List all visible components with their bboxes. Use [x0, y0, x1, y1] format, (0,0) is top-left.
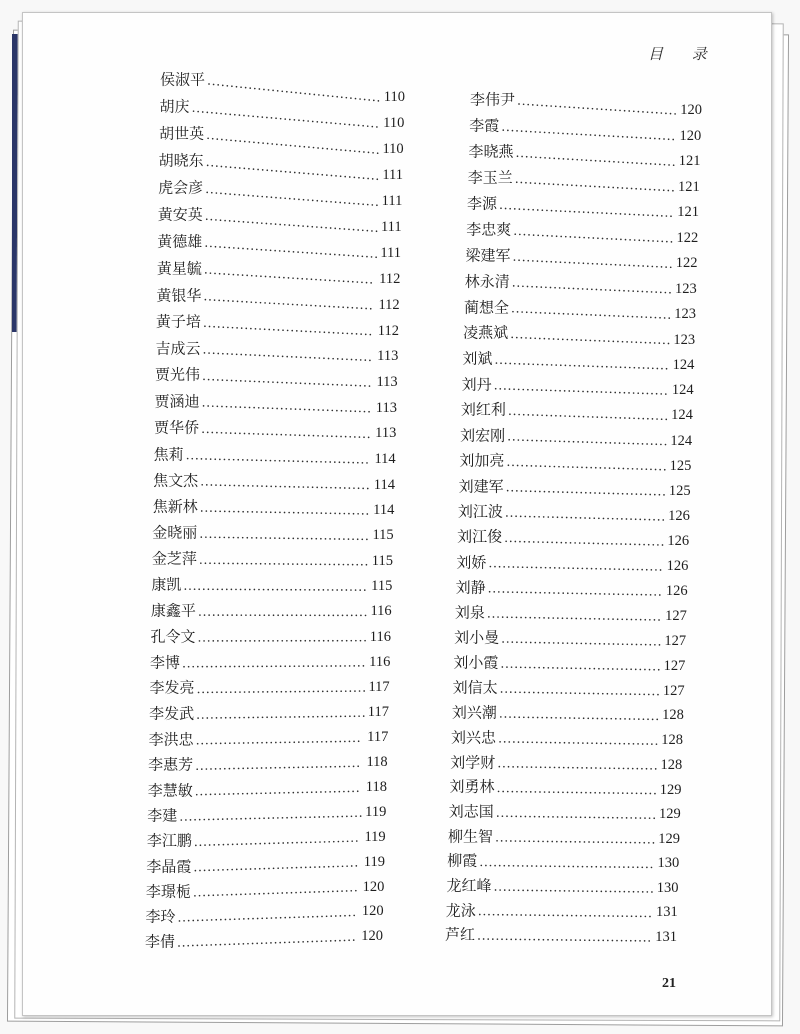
toc-entry-page: 111	[380, 219, 402, 236]
toc-entry-page: 113	[377, 348, 399, 365]
toc-entry-name: 刘勇林	[449, 777, 495, 796]
toc-entry-page: 113	[375, 425, 397, 442]
toc-entry-page: 112	[377, 322, 399, 339]
toc-entry-page: 115	[372, 527, 394, 544]
leader-dots	[206, 273, 375, 283]
toc-entry-name: 刘丹	[461, 375, 492, 394]
toc-entry-name: 李伟尹	[470, 90, 516, 109]
leader-dots	[197, 766, 362, 769]
toc-entry-name: 龙泳	[445, 901, 476, 919]
leader-dots	[507, 516, 664, 520]
toc-entry-name: 贾涵迪	[154, 392, 200, 411]
toc-entry-page: 125	[668, 482, 691, 499]
toc-entry-name: 蔺想全	[463, 298, 509, 317]
leader-dots	[184, 666, 365, 667]
toc-entry-name: 李发亮	[149, 678, 195, 697]
toc-entry-name: 虎会彦	[158, 178, 204, 197]
leader-dots	[502, 667, 659, 670]
leader-dots	[202, 485, 370, 489]
leader-dots	[490, 567, 662, 571]
toc-entry-name: 金晓丽	[152, 523, 198, 542]
leader-dots	[188, 459, 371, 463]
toc-entry-name: 刘静	[455, 578, 486, 597]
leader-dots	[509, 440, 666, 445]
leader-dots	[203, 432, 371, 437]
leader-dots	[208, 165, 379, 179]
toc-entry-page: 124	[671, 407, 693, 424]
leader-dots	[181, 816, 361, 820]
toc-entry-page: 113	[375, 399, 397, 416]
toc-entry-page: 129	[659, 806, 681, 822]
toc-entry-page: 127	[665, 607, 687, 624]
toc-entry-page: 126	[668, 507, 690, 524]
toc-entry-page: 127	[663, 657, 686, 674]
leader-dots	[198, 741, 363, 744]
toc-entry-name: 李建	[147, 806, 178, 825]
toc-entry-name: 刘兴忠	[451, 728, 497, 747]
toc-entry-page: 111	[382, 167, 403, 184]
toc-entry-name: 黄银华	[156, 286, 202, 305]
toc-entry-page: 122	[676, 229, 699, 246]
toc-entry-name: 焦莉	[153, 445, 184, 464]
leader-dots	[195, 866, 359, 871]
toc-entry-name: 贾光伟	[155, 365, 201, 384]
toc-entry-name: 刘红利	[460, 400, 506, 419]
leader-dots	[197, 791, 362, 795]
toc-entry-name: 胡庆	[159, 97, 190, 116]
toc-entry-page: 119	[363, 853, 385, 870]
leader-dots	[510, 414, 667, 419]
toc-entry-page: 121	[677, 204, 699, 221]
toc-entry-page: 131	[655, 928, 677, 945]
leader-dots	[506, 541, 663, 545]
toc-entry-name: 李慧敏	[147, 781, 193, 800]
toc-entry-page: 129	[658, 830, 681, 847]
toc-entry-name: 李洪忠	[148, 730, 194, 749]
toc-entry-name: 刘志国	[448, 802, 494, 821]
leader-dots	[205, 326, 374, 334]
leader-dots	[496, 389, 668, 394]
leader-dots	[204, 353, 373, 361]
leader-dots	[201, 563, 368, 565]
toc-entry-page: 120	[361, 927, 383, 944]
leader-dots	[207, 192, 377, 205]
toc-entry-page: 123	[673, 331, 696, 348]
toc-entry-name: 李璟栀	[145, 882, 191, 901]
leader-dots	[503, 642, 660, 645]
toc-entry-page: 120	[679, 127, 702, 144]
toc-entry-name: 黄子培	[155, 312, 201, 331]
toc-entry-name: 康凯	[151, 575, 182, 594]
toc-entry-name: 胡世英	[159, 124, 205, 143]
toc-entry-page: 128	[661, 731, 684, 748]
leader-dots	[503, 130, 675, 140]
toc-entry-name: 梁建军	[465, 246, 511, 265]
leader-dots	[499, 767, 656, 769]
leader-dots	[185, 589, 367, 590]
toc-entry-name: 孔令文	[150, 627, 196, 646]
leader-dots	[500, 742, 657, 744]
leader-dots	[209, 84, 380, 101]
leader-dots	[208, 138, 378, 153]
toc-entry-page: 127	[662, 682, 685, 699]
leader-dots	[513, 312, 670, 318]
toc-entry-page: 112	[379, 270, 401, 287]
toc-entry-page: 111	[381, 193, 403, 210]
toc-entry-name: 吉成云	[155, 339, 201, 358]
toc-entry-name: 刘江俊	[457, 527, 503, 546]
toc-entry-name: 林永清	[464, 272, 510, 291]
toc-entry-page: 128	[660, 756, 683, 773]
toc-entry-page: 114	[374, 450, 396, 467]
leader-dots	[206, 246, 376, 257]
toc-entry-name: 芦红	[445, 925, 476, 944]
toc-entry-page: 126	[666, 557, 689, 574]
toc-entry-page: 111	[380, 244, 401, 261]
toc-entry-page: 126	[667, 532, 690, 549]
leader-dots	[204, 379, 372, 386]
toc-entry-name: 刘娇	[456, 553, 487, 572]
toc-entry-name: 刘加亮	[459, 451, 505, 470]
leader-dots	[194, 111, 380, 127]
toc-entry-page: 124	[670, 432, 693, 449]
toc-entry-page: 123	[674, 280, 697, 297]
toc-entry-page: 121	[677, 178, 700, 195]
leader-dots	[199, 691, 365, 692]
toc-entry-page: 113	[376, 373, 398, 390]
toc-entry-page: 115	[371, 552, 393, 569]
toc-entry-name: 龙红峰	[446, 876, 492, 895]
leader-dots	[496, 890, 653, 892]
toc-entry-page: 129	[659, 781, 682, 798]
leader-dots	[508, 465, 665, 470]
toc-entry-name: 刘学财	[450, 753, 496, 772]
toc-entry-name: 李晓燕	[468, 142, 514, 161]
toc-entry-page: 130	[657, 855, 680, 872]
toc-entry-name: 焦新林	[152, 497, 198, 516]
leader-dots	[179, 940, 357, 946]
toc-entry-name: 李倩	[145, 932, 176, 951]
leader-dots	[479, 939, 651, 941]
leader-dots	[518, 156, 675, 165]
toc-entry-page: 128	[662, 707, 684, 724]
leader-dots	[205, 300, 374, 309]
leader-dots	[490, 592, 662, 595]
toc-entry-name: 黄安英	[157, 205, 203, 224]
leader-dots	[497, 841, 654, 843]
toc-entry-name: 黄德雄	[157, 232, 203, 251]
leader-dots	[514, 286, 671, 293]
toc-entry-page: 110	[383, 88, 405, 105]
leader-dots	[514, 260, 671, 267]
toc-entry-name: 李博	[150, 653, 181, 672]
toc-entry-name: 贾华侨	[154, 418, 200, 437]
toc-entry-name: 李忠爽	[466, 220, 512, 239]
leader-dots	[512, 337, 669, 343]
leader-dots	[501, 717, 658, 719]
leader-dots	[515, 234, 672, 242]
toc-entry-page: 116	[369, 653, 391, 670]
toc-entry-page: 114	[373, 476, 395, 493]
toc-entry-page: 119	[364, 828, 386, 845]
toc-entry-page: 124	[672, 356, 695, 373]
toc-entry-name: 刘宏刚	[460, 426, 506, 445]
toc-entry-page: 116	[369, 628, 391, 645]
toc-entry-name: 李惠芳	[148, 755, 194, 774]
toc-entry-name: 刘建军	[458, 477, 504, 496]
toc-entry-page: 131	[656, 904, 678, 921]
toc-entry-name: 李霞	[469, 116, 500, 135]
toc-entry-name: 金芝萍	[151, 549, 197, 568]
toc-entry-name: 刘兴潮	[451, 703, 497, 722]
toc-entry-page: 126	[665, 582, 688, 599]
toc-entry-name: 刘江波	[457, 502, 503, 521]
leader-dots	[499, 791, 656, 793]
toc-entry-page: 117	[368, 678, 390, 695]
toc-entry-page: 115	[371, 577, 393, 594]
leader-dots	[207, 219, 377, 231]
toc-entry-page: 119	[365, 803, 387, 820]
leader-dots	[498, 816, 655, 818]
toc-entry-name: 胡晓东	[158, 151, 204, 170]
running-header: 目 录	[648, 45, 719, 63]
toc-entry-name: 刘小霞	[453, 653, 499, 672]
leader-dots	[501, 208, 673, 216]
toc-entry-name: 李发武	[149, 704, 195, 723]
toc-entry-page: 117	[367, 728, 389, 745]
toc-entry-name: 李江鹏	[146, 831, 192, 850]
leader-dots	[517, 182, 674, 191]
toc-entry-name: 柳生智	[448, 827, 494, 846]
toc-entry-page: 122	[675, 255, 698, 272]
toc-entry-page: 118	[366, 753, 388, 770]
toc-entry-page: 117	[367, 703, 389, 720]
toc-entry-name: 李源	[466, 194, 497, 213]
toc-entry-page: 130	[656, 879, 679, 896]
toc-entry-name: 李玲	[145, 907, 176, 926]
toc-entry-name: 黄星毓	[156, 259, 202, 278]
toc-entry-page: 121	[678, 153, 701, 170]
page-number: 21	[662, 976, 676, 991]
toc-entry-page: 123	[674, 305, 696, 322]
leader-dots	[202, 511, 369, 514]
toc-entry-page: 124	[671, 381, 694, 398]
leader-dots	[198, 716, 364, 718]
leader-dots	[489, 617, 661, 620]
leader-dots	[179, 915, 357, 921]
toc-entry-page: 118	[365, 778, 387, 795]
toc-entry-page: 127	[664, 632, 687, 649]
toc-entry-page: 110	[383, 114, 405, 131]
toc-entry-page: 114	[373, 501, 395, 518]
leader-dots	[201, 537, 368, 539]
leader-dots	[481, 865, 653, 867]
toc-entry-name: 焦文杰	[153, 471, 199, 490]
toc-entry-page: 120	[680, 101, 702, 118]
leader-dots	[496, 363, 668, 369]
toc-entry-name: 刘信太	[452, 678, 498, 697]
toc-entry-page: 125	[669, 457, 692, 474]
toc-entry-name: 刘斌	[462, 349, 493, 368]
toc-entry-name: 刘小曼	[454, 628, 500, 647]
leader-dots	[508, 491, 665, 495]
toc-entry-name: 柳霞	[447, 851, 478, 870]
toc-entry-page: 112	[378, 296, 400, 313]
leader-dots	[502, 692, 659, 695]
leader-dots	[204, 406, 372, 412]
toc-entry-page: 116	[370, 603, 392, 620]
toc-entry-name: 李玉兰	[467, 168, 513, 187]
leader-dots	[480, 915, 652, 917]
leader-dots	[196, 841, 361, 845]
toc-entry-page: 120	[361, 903, 384, 920]
toc-entry-page: 120	[362, 878, 385, 895]
toc-entry-page: 110	[382, 141, 404, 157]
leader-dots	[519, 104, 676, 114]
toc-entry-name: 凌燕斌	[463, 323, 509, 342]
toc-entry-name: 刘泉	[454, 603, 485, 622]
toc-entry-name: 李晶霞	[146, 857, 192, 876]
toc-entry-name: 侯淑平	[160, 70, 206, 89]
leader-dots	[195, 891, 359, 896]
toc-entry-name: 康鑫平	[150, 601, 196, 620]
